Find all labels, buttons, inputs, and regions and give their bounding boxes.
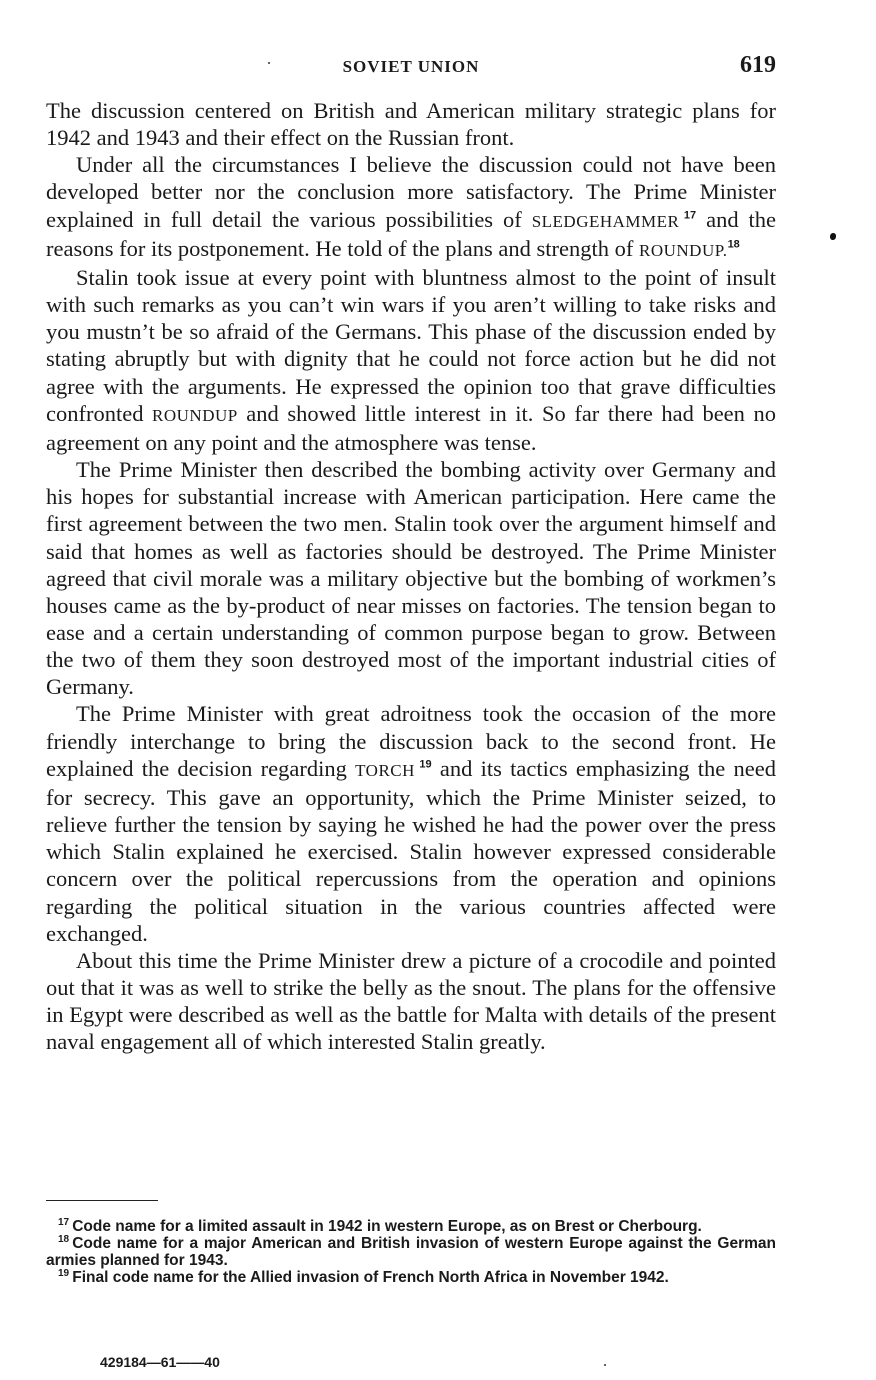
- footnote-mark: 18: [58, 1233, 70, 1245]
- paragraph-5: [46, 700, 776, 946]
- paragraph-3: [46, 264, 776, 456]
- paragraph-4-text: The Prime Minister then described the bombing activity over Germany and his hopes for substantial increase with American participation. Here came the first agreement between the two men. Stalin took over the argument himself and said that homes as well as factories should be destroyed. The Prime Minister agreed that civil morale was a military objective but the bombing of workmen’s houses came as the by-product of near misses on factories. The tension began to ease and a certain understanding of common purpose began to grow. Between the two of them they soon destroyed most of the important industrial cities of Germany.: [46, 457, 776, 700]
- ink-speck-small: [268, 62, 270, 64]
- footnote-text: Code name for a limited assault in 1942 in western Europe, as on Brest or Cherbourg.: [72, 1218, 702, 1235]
- paragraph-4: [46, 456, 776, 700]
- paragraph-6-text: About this time the Prime Minister drew a picture of a crocodile and pointed out that it was as well to strike the belly as the snout. The plans for the offensive in Egypt were described as well as the battle for Malta with details of the present naval engagement all of which interested Stalin greatly.: [46, 947, 776, 1055]
- code-name-torch: TORCH: [355, 760, 415, 780]
- paragraph-2: [46, 151, 776, 264]
- ink-speck: [830, 233, 836, 240]
- running-title: SOVIET UNION: [342, 57, 480, 76]
- code-name-roundup: ROUNDUP.: [639, 240, 728, 260]
- paragraph-1-text: The discussion centered on British and American military strategic plans for 1942 and 1943 and their effect on the Russian front.: [46, 98, 776, 151]
- running-head: [46, 52, 776, 82]
- footnote-ref-18: 18: [727, 238, 740, 251]
- paragraph-2-text-b: and the reasons for its postponement. He told of the plans and strength of: [46, 206, 776, 261]
- footnote-19: [46, 1269, 776, 1286]
- body-text: [46, 97, 776, 1055]
- paragraph-5-text-b: and its tactics emphasizing the need for secrecy. This gave an opportunity, which the Prime Minister seized, to relieve further the tension by saying he wished he had the power over the press which Stalin explained he exercised. Stalin however expressed considerable concern over the political repercussions from the operation and opinions regarding the political situation in the various countries affected were exchanged.: [46, 755, 776, 946]
- paragraph-6: [46, 947, 776, 1056]
- paragraph-5-text-a: The Prime Minister with great adroitness took the occasion of the more friendly interchange to bring the discussion back to the second front. He explained the decision regarding: [46, 701, 776, 781]
- footnote-17: [46, 1218, 776, 1235]
- code-name-roundup-2: ROUNDUP: [152, 405, 238, 425]
- footnote-text: Code name for a major American and British invasion of western Europe against the German armies planned for 1943.: [46, 1235, 776, 1269]
- footnote-ref-19: 19: [419, 758, 432, 771]
- footnote-rule: [46, 1200, 158, 1201]
- footnote-18: [46, 1235, 776, 1269]
- paragraph-3-text-b: and showed little interest in it. So far there had been no agreement on any point and the atmosphere was tense.: [46, 400, 776, 455]
- footnote-mark: 19: [58, 1267, 70, 1279]
- paragraph-2-text-a: Under all the circumstances I believe the discussion could not have been developed better nor the conclusion more satisfactory. The Prime Minister explained in full detail the various possibilities of: [46, 152, 776, 232]
- footnotes: [46, 1218, 776, 1286]
- footnote-text: Final code name for the Allied invasion of French North Africa in November 1942.: [72, 1269, 669, 1286]
- footnote-mark: 17: [58, 1216, 70, 1228]
- print-imprint: 429184—61——40: [100, 1354, 220, 1370]
- footnote-ref-17: 17: [683, 209, 697, 222]
- paragraph-3-text-a: Stalin took issue at every point with bluntness almost to the point of insult with such remarks as you can’t win wars if you aren’t willing to take risks and you mustn’t be so afraid of the Germans. This phase of the discussion ended by stating abruptly but with dignity that he could not force action but he did not agree with the arguments. He expressed the opinion too that grave difficulties confronted: [46, 264, 776, 426]
- code-name-sledgehammer: SLEDGEHAMMER: [531, 211, 680, 231]
- ink-speck-small: [604, 1364, 606, 1366]
- page-number: 619: [740, 52, 776, 78]
- paragraph-1: [46, 97, 776, 151]
